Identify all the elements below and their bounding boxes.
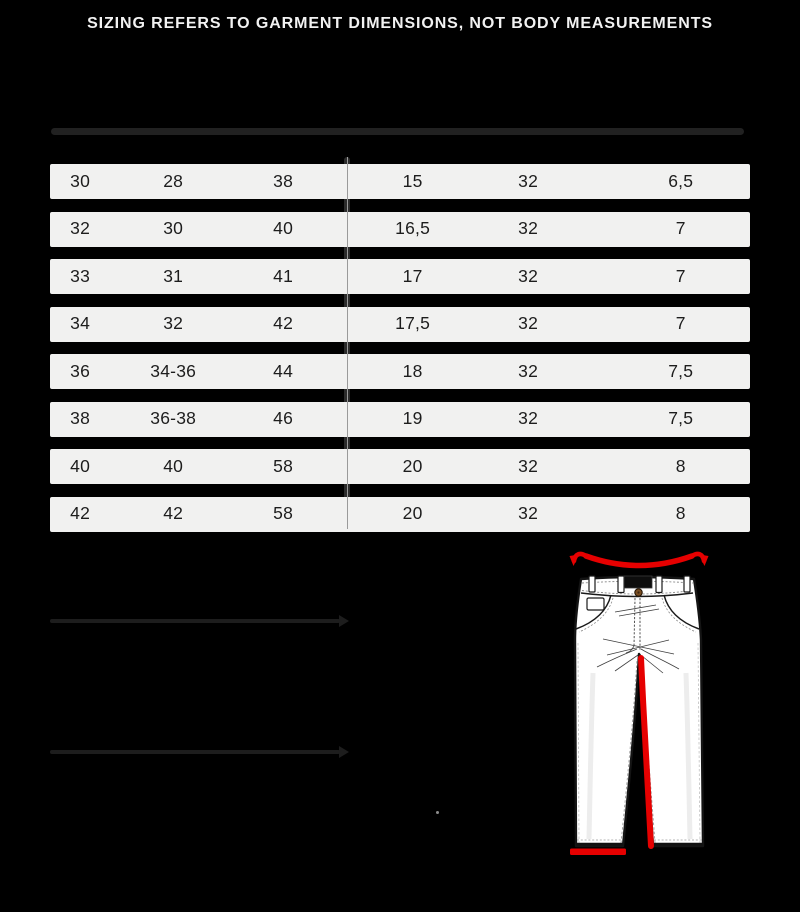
size-cell: 44 bbox=[273, 360, 294, 381]
size-cell: 16,5 bbox=[395, 218, 431, 239]
size-cell: 32 bbox=[70, 218, 91, 239]
size-cell: 17,5 bbox=[395, 313, 431, 334]
size-cell: 36-38 bbox=[150, 408, 197, 429]
size-cell: 58 bbox=[273, 503, 294, 524]
size-cell: 32 bbox=[518, 313, 539, 334]
size-cell: 33 bbox=[70, 265, 91, 286]
header-bar bbox=[51, 128, 744, 135]
size-cell: 7,5 bbox=[668, 408, 694, 429]
jeans-outline bbox=[575, 576, 703, 846]
size-cell: 7 bbox=[675, 265, 686, 286]
table-row bbox=[50, 497, 750, 532]
size-cell: 32 bbox=[518, 265, 539, 286]
size-cell: 32 bbox=[518, 218, 539, 239]
size-cell: 20 bbox=[402, 503, 423, 524]
size-cell: 7,5 bbox=[668, 360, 694, 381]
belt-loop bbox=[589, 576, 595, 592]
size-cell: 40 bbox=[273, 218, 294, 239]
size-cell: 32 bbox=[518, 455, 539, 476]
size-cell: 8 bbox=[675, 455, 686, 476]
size-cell: 18 bbox=[402, 360, 423, 381]
table-row bbox=[50, 449, 750, 484]
size-cell: 34 bbox=[70, 313, 91, 334]
belt-loop bbox=[684, 576, 690, 592]
jeans-diagram bbox=[545, 543, 730, 868]
table-row bbox=[50, 259, 750, 294]
size-cell: 32 bbox=[518, 360, 539, 381]
size-cell: 34-36 bbox=[150, 360, 197, 381]
size-cell: 32 bbox=[163, 313, 184, 334]
page-title: SIZING REFERS TO GARMENT DIMENSIONS, NOT BODY MEASUREMENTS bbox=[87, 15, 713, 32]
table-row bbox=[50, 354, 750, 389]
artifact-dot bbox=[436, 811, 439, 814]
size-cell: 38 bbox=[70, 408, 91, 429]
size-cell: 42 bbox=[163, 503, 184, 524]
size-cell: 36 bbox=[70, 360, 91, 381]
size-cell: 8 bbox=[675, 503, 686, 524]
size-cell: 20 bbox=[402, 455, 423, 476]
size-cell: 7 bbox=[675, 218, 686, 239]
size-cell: 42 bbox=[70, 503, 91, 524]
size-cell: 7 bbox=[675, 313, 686, 334]
coin-pocket bbox=[587, 598, 604, 610]
size-cell: 40 bbox=[70, 455, 91, 476]
size-cell: 19 bbox=[402, 408, 423, 429]
size-cell: 30 bbox=[163, 218, 184, 239]
measure-arrow-dark-2 bbox=[50, 750, 340, 754]
size-cell: 41 bbox=[273, 265, 294, 286]
size-cell: 30 bbox=[70, 170, 91, 191]
size-cell: 28 bbox=[163, 170, 184, 191]
column-divider bbox=[347, 157, 348, 529]
size-cell: 42 bbox=[273, 313, 294, 334]
size-cell: 32 bbox=[518, 170, 539, 191]
table-row bbox=[50, 402, 750, 437]
size-cell: 38 bbox=[273, 170, 294, 191]
size-cell: 6,5 bbox=[668, 170, 694, 191]
size-cell: 32 bbox=[518, 503, 539, 524]
table-row bbox=[50, 164, 750, 199]
size-cell: 31 bbox=[163, 265, 184, 286]
waistband-label bbox=[624, 576, 652, 588]
measure-arrow-dark-1 bbox=[50, 619, 340, 623]
table-row bbox=[50, 307, 750, 342]
size-cell: 17 bbox=[402, 265, 423, 286]
belt-loop bbox=[618, 576, 624, 593]
size-cell: 32 bbox=[518, 408, 539, 429]
size-table bbox=[50, 164, 750, 544]
size-cell: 46 bbox=[273, 408, 294, 429]
table-row bbox=[50, 212, 750, 247]
waist-measure-arrow bbox=[570, 554, 709, 566]
size-cell: 15 bbox=[402, 170, 423, 191]
belt-loop bbox=[656, 576, 662, 593]
size-cell: 40 bbox=[163, 455, 184, 476]
size-cell: 58 bbox=[273, 455, 294, 476]
leg-opening-measure-bar bbox=[570, 849, 626, 856]
